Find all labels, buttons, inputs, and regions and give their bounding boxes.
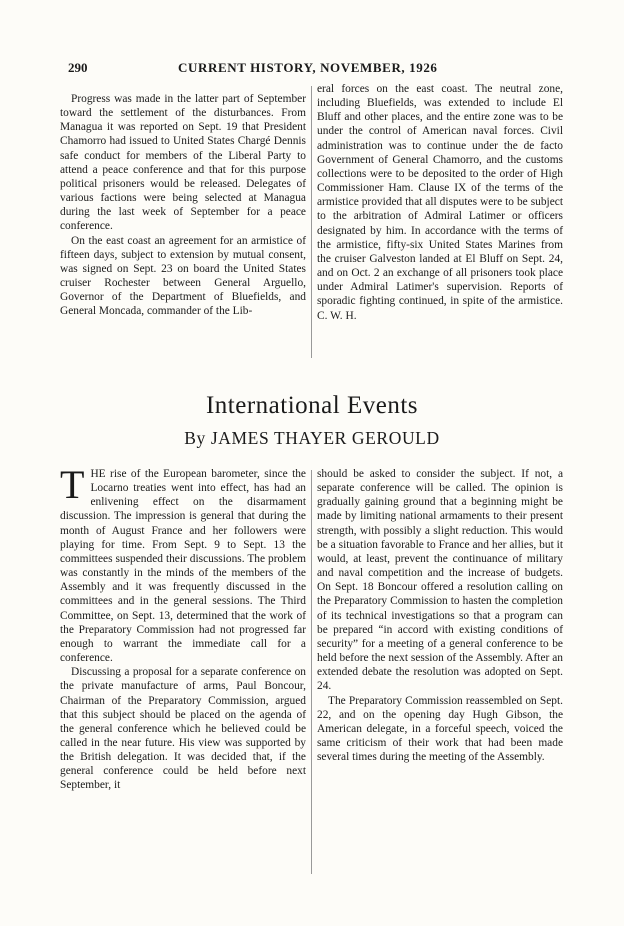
drop-cap: T	[60, 462, 85, 507]
previous-article-right-column	[317, 82, 563, 323]
article-right-column	[317, 467, 563, 764]
previous-article-paragraph: Progress was made in the latter part of September toward the settlement of the disturbances. From Managua it was reported on Sept. 19 that President Chamorro had issued to United States Chargé Dennis safe conduct for members of the Liberal Party to attend a peace conference and that for this purpose political prisoners would be released. Delegates of various factions were being selected at Managua during the last week of September for a peace conference.	[60, 93, 306, 233]
previous-article-left-column	[60, 92, 306, 319]
column-rule-top	[311, 86, 312, 358]
article-paragraph: should be asked to consider the subject. If not, a separate conference will be called. The opinion is gradually gaining ground that a beginning might be made by limiting national armaments to their present strength, with possibly a slight reduction. This would be a situation favorable to France and her allies, but it would, at least, prevent the continuance of military and naval competition and the increase of budgets. On Sept. 18 Boncour offered a resolution calling on the Preparatory Commission to hasten the completion of its technical investigations so that a program can be prepared “in accord with existing conditions of security” for a meeting of a general conference to be held before the next session of the Assembly. After an extended debate the resolution was adopted on Sept. 24.	[317, 468, 563, 693]
previous-article-continuation: eral forces on the east coast. The neutral zone, including Bluefields, was extended to include El Bluff and other places, and the entire zone was to be under the control of American naval forces. Civil administration was to continue under the de facto Government of General Chamorro, and the customs collections were to be deposited to the order of High Commissioner Ham. Clause IX of the terms of the armistice provided that all disputes were to be subject to the arbitration of Admiral Latimer or officers designated by him. In accordance with the terms of the armistice, fifty-six United States Marines from the cruiser Galveston landed at El Bluff on Sept. 24, and on Oct. 2 an exchange of all prisoners took place under Admiral Latimer's supervision. Reports of sporadic fighting continued, in spite of the armistice.	[317, 83, 563, 308]
column-rule-bottom	[311, 470, 312, 874]
previous-article-paragraph: On the east coast an agreement for an armistice of fifteen days, subject to extension by mutual consent, was signed on Sept. 23 on board the United States cruiser Rochester between General Arguello, Governor of the Department of Bluefields, and General Moncada, commander of the Lib-	[60, 234, 306, 318]
running-title: CURRENT HISTORY, NOVEMBER, 1926	[178, 60, 438, 75]
article-paragraph-text: HE rise of the European barometer, since the Locarno treaties went into effect, has had an enlivening effect on the disarmament discussion. The impression is general that during the month of August France and her followers were playing for time. From Sept. 9 to Sept. 13 the committees suspended their discussions. The problem was constantly in the minds of the members of the Assembly and it was frequently discussed in the committees and in the general sessions. The Third Committee, on Sept. 13, determined that the work of the Preparatory Commission had not progressed far enough to warrant the immediate call for a conference.	[60, 468, 306, 665]
article-paragraph	[60, 462, 306, 665]
article-paragraph: Discussing a proposal for a separate conference on the private manufacture of arms, Paul Boncour, Chairman of the Preparatory Commission, argued that this subject should be placed on the agenda of the general conference which he believed could be called in the near future. His view was supported by the British delegation. It was decided that, if the general conference could be held before next September, it	[60, 666, 306, 792]
article-paragraph: The Preparatory Commission reassembled on Sept. 22, and on the opening day Hugh Gibson, the American delegate, in a forceful speech, voiced the same criticism of their work that had been made several times during the meeting of the Assembly.	[317, 694, 563, 764]
article-byline: By JAMES THAYER GEROULD	[184, 428, 440, 448]
author-initials: C. W. H.	[317, 309, 357, 322]
previous-article-paragraph	[317, 82, 563, 323]
article-title: International Events	[205, 392, 418, 419]
page-number: 290	[68, 60, 88, 75]
article-left-column	[60, 462, 306, 793]
